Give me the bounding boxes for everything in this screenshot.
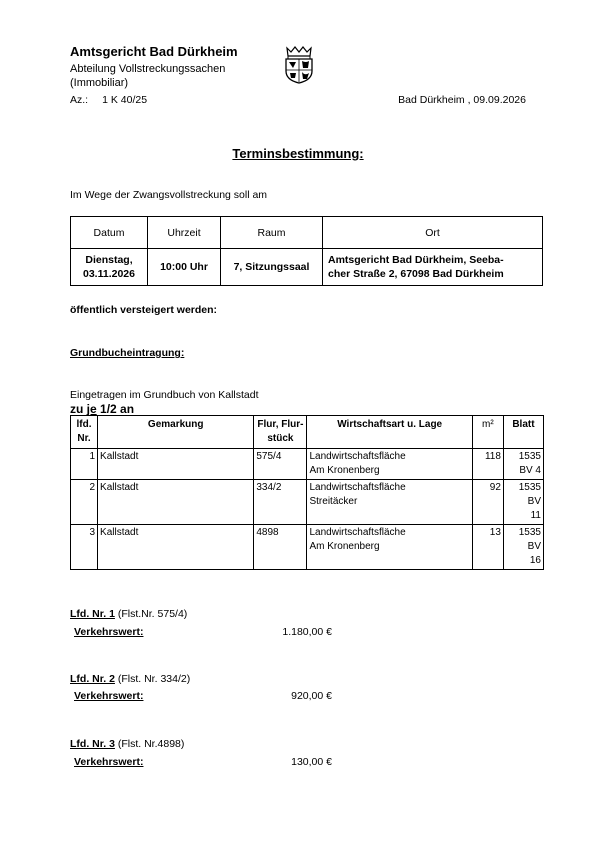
header-nr <box>71 416 98 449</box>
verkehrswert-value: 920,00 € <box>291 690 332 702</box>
ort-line-2: cher Straße 2, 67098 Bad Dürkheim <box>328 268 504 280</box>
row-flur: 575/4 <box>254 449 307 480</box>
lfd-line-3 <box>70 738 184 750</box>
row-m2: 118 <box>472 449 503 480</box>
header-datum: Datum <box>71 217 148 249</box>
eingetragen-text: Eingetragen im Grundbuch von Kallstadt <box>70 389 259 401</box>
row-blatt-line-1: 1535 <box>518 482 541 493</box>
lfd-number: Lfd. Nr. 1 <box>70 608 115 620</box>
az-number: 1 K 40/25 <box>102 94 148 106</box>
share-prefix: zu <box>70 402 87 416</box>
share-je: je <box>86 402 97 416</box>
termin-table <box>70 216 543 286</box>
az-label: Az.: <box>70 94 89 106</box>
lfd-flst: (Flst. Nr.4898) <box>117 738 185 750</box>
table-row <box>71 480 544 525</box>
row-wirt-line-1: Landwirtschaftsfläche <box>309 527 406 538</box>
place-date: Bad Dürkheim , 09.09.2026 <box>398 94 526 106</box>
lfd-line-2 <box>70 673 190 685</box>
lfd-line-1 <box>70 608 187 620</box>
header-nr-line-1: lfd. <box>76 419 92 430</box>
termin-raum: 7, Sitzungssaal <box>221 249 323 286</box>
header-wirtschaftsart: Wirtschaftsart u. Lage <box>307 416 472 449</box>
row-blatt-line-2: BV 4 <box>519 465 541 476</box>
row-gemarkung: Kallstadt <box>98 449 254 480</box>
row-wirtschaftsart <box>307 449 472 480</box>
row-m2: 13 <box>472 525 503 570</box>
verkehrswert-value: 130,00 € <box>291 756 332 768</box>
header-flur-line-2: stück <box>267 433 294 444</box>
court-name: Amtsgericht Bad Dürkheim <box>70 44 238 59</box>
row-blatt-line-1: 1535 <box>518 451 541 462</box>
header-uhrzeit: Uhrzeit <box>148 217 221 249</box>
header-ort: Ort <box>323 217 543 249</box>
verkehrswert-label: Verkehrswert: <box>74 690 144 702</box>
page-title: Terminsbestimmung: <box>232 146 364 161</box>
row-nr: 3 <box>71 525 98 570</box>
lfd-flst: (Flst.Nr. 575/4) <box>117 608 188 620</box>
header-nr-line-2: Nr. <box>77 433 91 444</box>
row-blatt-line-2: BV <box>527 496 541 507</box>
ort-line-1: Amtsgericht Bad Dürkheim, Seeba- <box>328 254 504 266</box>
row-flur: 4898 <box>254 525 307 570</box>
header-flur <box>254 416 307 449</box>
lfd-number: Lfd. Nr. 3 <box>70 738 115 750</box>
row-wirt-line-2: Streitäcker <box>309 496 358 507</box>
row-nr: 1 <box>71 449 98 480</box>
row-gemarkung: Kallstadt <box>98 480 254 525</box>
termin-data-row <box>71 249 543 286</box>
row-wirt-line-2: Am Kronenberg <box>309 541 380 552</box>
header-raum: Raum <box>221 217 323 249</box>
termin-header-row <box>71 217 543 249</box>
intro-text: Im Wege der Zwangsvollstreckung soll am <box>70 189 268 201</box>
lfd-flst: (Flst. Nr. 334/2) <box>117 673 191 685</box>
header-gemarkung: Gemarkung <box>98 416 254 449</box>
lfd-number: Lfd. Nr. 2 <box>70 673 115 685</box>
row-blatt <box>503 480 543 525</box>
grundbuch-table <box>70 415 544 570</box>
row-nr: 2 <box>71 480 98 525</box>
datum-weekday: Dienstag, <box>85 254 133 266</box>
header-m2: m² <box>472 416 503 449</box>
department-sub: (Immobiliar) <box>70 77 129 89</box>
row-m2: 92 <box>472 480 503 525</box>
row-flur: 334/2 <box>254 480 307 525</box>
row-wirtschaftsart <box>307 525 472 570</box>
datum-date: 03.11.2026 <box>83 268 135 280</box>
termin-ort <box>323 249 543 286</box>
row-wirt-line-1: Landwirtschaftsfläche <box>309 451 406 462</box>
table-row <box>71 525 544 570</box>
row-blatt-line-3: 11 <box>530 510 541 521</box>
verkehrswert-value: 1.180,00 € <box>282 626 332 638</box>
share-suffix: 1/2 an <box>96 402 135 416</box>
versteigert-text: öffentlich versteigert werden: <box>70 304 218 316</box>
termin-datum <box>71 249 148 286</box>
verkehrswert-label: Verkehrswert: <box>74 626 144 638</box>
row-wirtschaftsart <box>307 480 472 525</box>
grundbuch-heading: Grundbucheintragung: <box>70 347 185 359</box>
row-wirt-line-1: Landwirtschaftsfläche <box>309 482 406 493</box>
row-gemarkung: Kallstadt <box>98 525 254 570</box>
row-blatt-line-2: BV <box>527 541 541 552</box>
verkehrswert-label: Verkehrswert: <box>74 756 144 768</box>
department-name: Abteilung Vollstreckungssachen <box>70 63 226 75</box>
department <box>70 62 225 90</box>
row-blatt-line-1: 1535 <box>518 527 541 538</box>
table-row <box>71 449 544 480</box>
row-blatt <box>503 449 543 480</box>
row-blatt-line-3: 16 <box>529 555 541 566</box>
grundbuch-header-row <box>71 416 544 449</box>
header-flur-line-1: Flur, Flur- <box>257 419 304 430</box>
coat-of-arms-icon <box>281 44 317 84</box>
share-text <box>70 402 134 416</box>
row-blatt <box>503 525 543 570</box>
aktenzeichen <box>70 94 147 106</box>
header-blatt: Blatt <box>503 416 543 449</box>
row-wirt-line-2: Am Kronenberg <box>309 465 380 476</box>
termin-uhrzeit: 10:00 Uhr <box>148 249 221 286</box>
